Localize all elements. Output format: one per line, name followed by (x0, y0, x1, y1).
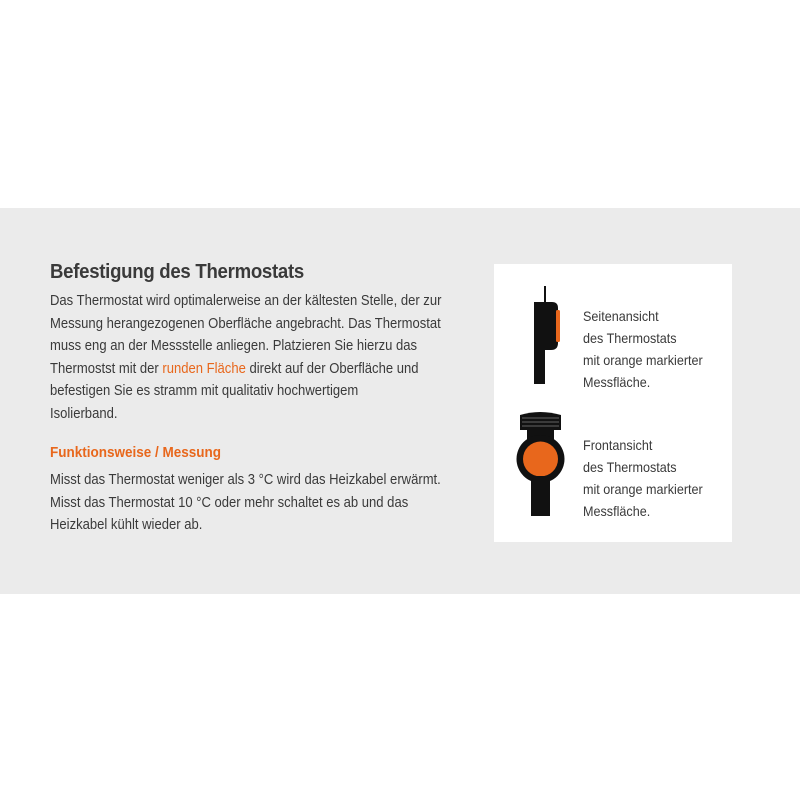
caption-line: des Thermostats (583, 330, 677, 346)
thermostat-front-view-icon (517, 412, 565, 516)
intro-line (50, 358, 473, 381)
function-line: Misst das Thermostat 10 °C oder mehr schaltet es ab und das (50, 494, 409, 511)
caption-line: Seitenansicht (583, 308, 659, 324)
intro-line: Das Thermostat wird optimalerweise an der kältesten Stelle, der zur (50, 293, 442, 309)
function-subtitle: Funktionsweise / Messung (50, 444, 222, 461)
caption-line: Frontansicht (583, 437, 653, 453)
text-column (50, 260, 470, 537)
function-paragraph (50, 469, 473, 537)
side-view-caption (583, 305, 703, 393)
caption-line: Messfläche. (583, 503, 651, 519)
front-view-caption (583, 434, 703, 522)
intro-text: direkt auf der Oberfläche und (245, 360, 419, 377)
section-title: Befestigung des Thermostats (50, 261, 304, 283)
caption-line: Messfläche. (583, 374, 651, 390)
thermostat-side-view-icon (534, 286, 560, 384)
intro-line: muss eng an der Messstelle anliegen. Platzieren Sie hierzu das (50, 338, 418, 354)
intro-text: Thermostst mit der (50, 360, 163, 377)
intro-line: Messung herangezogenen Oberfläche angebracht. Das Thermostat (50, 315, 441, 332)
highlight-round-surface: runden Fläche (162, 360, 246, 377)
caption-line: mit orange markierter (583, 352, 703, 368)
caption-line: mit orange markierter (583, 481, 703, 497)
thermostat-figure-card (494, 264, 732, 542)
intro-line: Isolierband. (50, 405, 118, 422)
function-line: Misst das Thermostat weniger als 3 °C wird das Heizkabel erwärmt. (50, 472, 441, 488)
caption-line: des Thermostats (583, 459, 677, 475)
function-line: Heizkabel kühlt wieder ab. (50, 517, 203, 533)
intro-paragraph (50, 290, 473, 425)
intro-line: befestigen Sie es stramm mit qualitativ hochwertigem (50, 383, 359, 399)
